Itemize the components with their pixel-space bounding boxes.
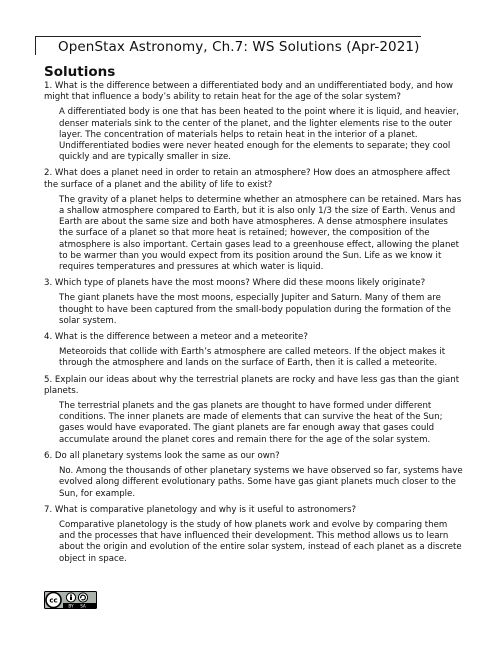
cc-by-sa-icon: [44, 591, 97, 609]
qa-item: [44, 81, 464, 163]
cc-by-label: BY: [68, 603, 74, 609]
qa-item: [44, 332, 464, 370]
qa-item: [44, 451, 464, 500]
section-title: Solutions: [44, 64, 116, 80]
cc-sa-label: SA: [80, 603, 86, 609]
answer-text: The terrestrial planets and the gas planets are thought to have formed under different conditions. The inner planets are made of elements that can survive the heat of the Sun; gases would have evaporated. The giant planets are far enough away that gases could accumulate around the planet cores and remain there for the age of the solar system.: [59, 401, 443, 445]
answer-text: The giant planets have the most moons, especially Jupiter and Saturn. Many of them are thought to have been captured from the small-body population during the formation of the solar system.: [59, 293, 451, 326]
question-text: 5. Explain our ideas about why the terrestrial planets are rocky and have less gas than the giant planets.: [44, 374, 460, 396]
qa-item: [44, 375, 464, 446]
answer-text: Meteoroids that collide with Earth’s atmosphere are called meteors. If the object makes it through the atmosphere and lands on the surface of Earth, then it is called a meteorite.: [59, 347, 446, 369]
question-text: 3. Which type of planets have the most moons? Where did these moons likely originate?: [44, 278, 426, 289]
question-text: 6. Do all planetary systems look the same as our own?: [44, 450, 280, 461]
qa-item: [44, 505, 464, 565]
answer-text: The gravity of a planet helps to determine whether an atmosphere can be retained. Mars has a shallow atmosphere compared to Earth, but it is also only 1/3 the size of Earth. Venus and Earth are about the same size and both have atmospheres. A dense atmosphere insulates the surface of a planet so that more heat is retained; however, the composition of the atmosphere is also important. Certain gases lead to a greenhouse effect, allowing the planet to be warmer than you would expect from its position around the Sun. Life as we know it requires temperatures and pressures at which water is liquid.: [59, 194, 462, 273]
question-text: 7. What is comparative planetology and why is it useful to astronomers?: [44, 504, 357, 515]
answer-text: A differentiated body is one that has been heated to the point where it is liquid, and heavier, denser materials sink to the center of the planet, and the lighter elements rise to the outer layer. The concentration of materials helps to retain heat in the interior of a planet. Undifferentiated bodies were never heated enough for the elements to separate; they cool quickly and are typically smaller in size.: [59, 107, 460, 163]
cc-license-badge: [44, 591, 97, 609]
document-header: [35, 36, 421, 55]
question-text: 4. What is the difference between a meteor and a meteorite?: [44, 332, 308, 343]
question-text: 2. What does a planet need in order to retain an atmosphere? How does an atmosphere affect the surface of a planet and the ability of life to exist?: [44, 168, 451, 190]
question-text: 1. What is the difference between a differentiated body and an undifferentiated body, and how might that influence a body’s ability to retain heat for the age of the solar system?: [44, 81, 453, 103]
document-body: [44, 64, 464, 570]
qa-item: [44, 168, 464, 273]
answer-text: No. Among the thousands of other planetary systems we have observed so far, systems have evolved along different evolutionary paths. Some have gas giant planets much closer to the Sun, for example.: [59, 466, 463, 499]
document-title: OpenStax Astronomy, Ch.7: WS Solutions (Apr-2021): [58, 39, 420, 55]
cc-badge-text: cc: [49, 596, 58, 605]
qa-item: [44, 278, 464, 327]
answer-text: Comparative planetology is the study of how planets work and evolve by comparing them and the processes that have influenced their development. This method allows us to learn about the origin and evolution of the entire solar system, instead of each planet as a discrete object in space.: [59, 519, 462, 564]
